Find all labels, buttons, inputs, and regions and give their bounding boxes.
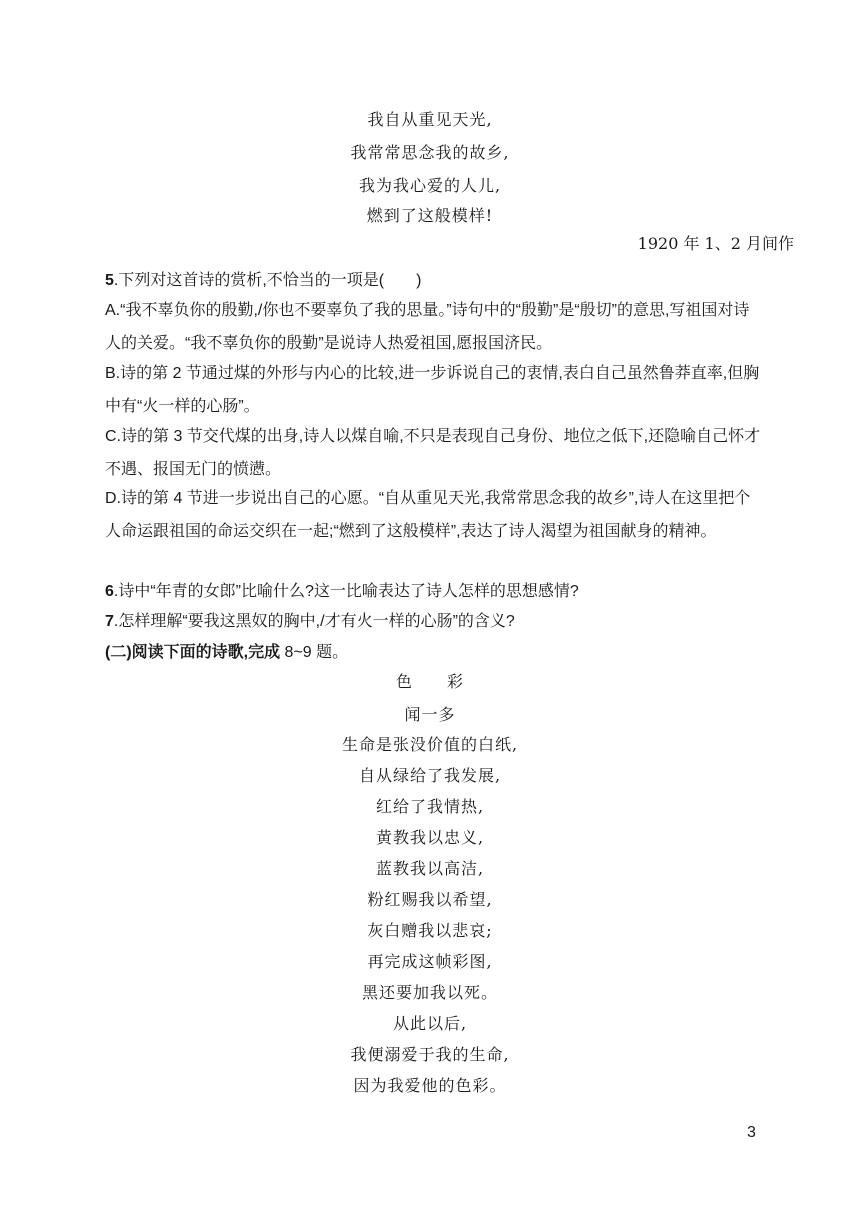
poem2-author: 闻一多 (404, 705, 456, 724)
section-heading-text: (二)阅读下面的诗歌,完成 (105, 644, 281, 661)
question-5-option-c: C.诗的第 3 节交代煤的出身,诗人以煤自喻,不只是表现自己身份、地位之低下,还隐喻自己怀才不遇、报国无门的愤懑。 (105, 428, 761, 478)
poem2-line: 灰白赠我以悲哀; (367, 921, 493, 940)
poem1-line: 我为我心爱的人儿, (358, 176, 502, 195)
poem2-line: 再完成这帧彩图, (367, 952, 493, 971)
section-heading (105, 636, 765, 669)
question-6 (105, 575, 765, 608)
question-5-stem (105, 264, 765, 297)
question-number: 6 (105, 583, 114, 600)
question-5-option-a: A.“我不辜负你的殷勤,/你也不要辜负了我的思量。”诗句中的“殷勤”是“殷切”的意思,写祖国对诗人的关爱。“我不辜负你的殷勤”是说诗人热爱祖国,愿报国济民。 (105, 302, 750, 352)
section-heading-range: 8~9 题。 (280, 644, 349, 661)
question-number: 5 (105, 272, 114, 289)
question-text: .诗中“年青的女郎”比喻什么?这一比喻表达了诗人怎样的思想感情? (113, 583, 579, 600)
poem1-date: 1920 年 1、2 月间作 (637, 234, 794, 253)
question-text: .下列对这首诗的赏析,不恰当的一项是( ) (113, 272, 422, 289)
poem1-line: 我自从重见天光, (367, 110, 493, 129)
question-text: .怎样理解“要我这黑奴的胸中,/才有火一样的心肠”的含义? (113, 613, 515, 630)
poem2-line: 因为我爱他的色彩。 (353, 1076, 507, 1095)
poem2-line: 蓝教我以高洁, (375, 859, 485, 878)
poem2-line: 黑还要加我以死。 (361, 983, 498, 1002)
poem2-line: 黄教我以忠义, (375, 828, 485, 847)
question-number: 7 (105, 613, 114, 630)
poem2-line: 粉红赐我以希望, (367, 890, 493, 909)
poem2-line: 从此以后, (392, 1014, 468, 1033)
poem2-line: 生命是张没价值的白纸, (341, 735, 519, 754)
poem2-line: 自从绿给了我发展, (358, 766, 502, 785)
question-7 (105, 605, 765, 638)
poem1-line: 燃到了这般模样! (366, 206, 494, 225)
poem1-line: 我常常思念我的故乡, (350, 143, 510, 162)
question-5-option-b: B.诗的第 2 节通过煤的外形与内心的比较,进一步诉说自己的衷情,表白自己虽然鲁莽直率,但胸中有“火一样的心肠”。 (105, 365, 760, 415)
poem2-line: 我便溺爱于我的生命, (350, 1045, 510, 1064)
question-5-option-d: D.诗的第 4 节进一步说出自己的心愿。“自从重见天光,我常常思念我的故乡”,诗人在这里把个人命运跟祖国的命运交织在一起;“燃到了这般模样”,表达了诗人渴望为祖国献身的精神。 (105, 490, 751, 540)
page-number: 3 (747, 1124, 756, 1141)
poem2-title: 色 彩 (395, 672, 464, 691)
poem2-line: 红给了我情热, (375, 797, 485, 816)
